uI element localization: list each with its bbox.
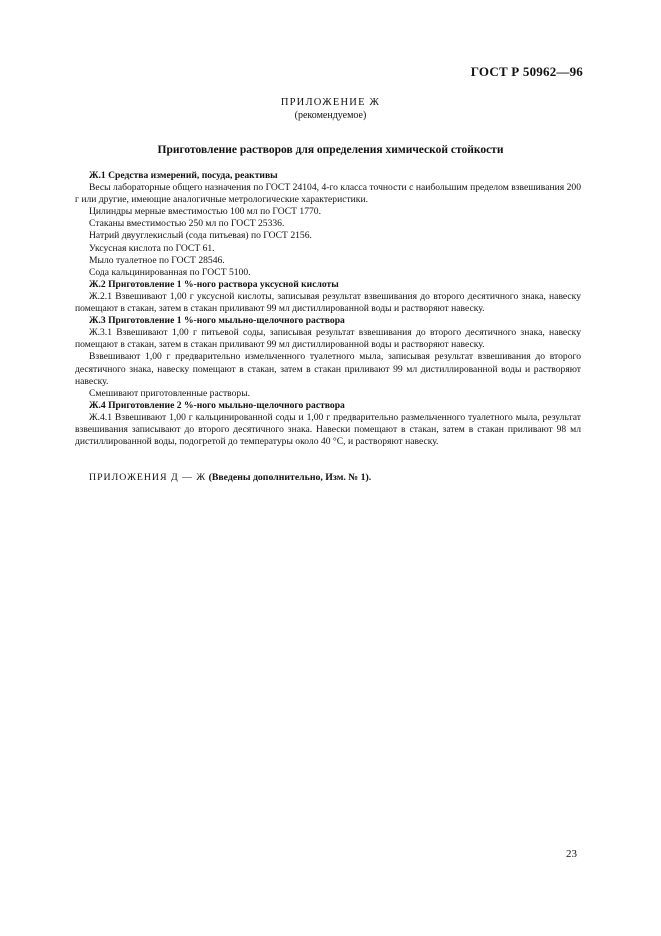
paragraph: Ж.3.1 Взвешивают 1,00 г питьевой соды, записывая результат взвешивания до второго десятичного знака, навеску помещают в стакан, затем в стакан приливают 99 мл дистиллированной воды и растворяют навеску. xyxy=(75,327,581,351)
document-title: Приготовление растворов для определения химической стойкости xyxy=(157,144,504,156)
annex-title: ПРИЛОЖЕНИЕ Ж xyxy=(280,97,381,108)
paragraph: Взвешивают 1,00 г предварительно измельченного туалетного мыла, записывая результат взвешивания до второго десятичного знака, навеску помещают в стакан, затем в стакан приливают 99 мл дистиллированной воды и растворяют навеску. xyxy=(75,351,581,387)
paragraph: Ж.4.1 Взвешивают 1,00 г кальцинированной соды и 1,00 г предварительно размельченного туалетного мыла, результат взвешивания записывают до второго десятичного знака. Навески помещают в стакан, затем в стакан приливают 98 мл дистиллированной воды, подогретой до температуры около 40 °С, и растворяют навеску. xyxy=(75,411,581,448)
amendment-text: (Введены дополнительно, Изм. № 1). xyxy=(208,472,372,483)
paragraph: Цилиндры мерные вместимостью 100 мл по ГОСТ 1770. xyxy=(89,206,321,218)
annex-subtitle: (рекомендуемое) xyxy=(294,110,367,121)
section-heading: Ж.3 Приготовление 1 %-ного мыльно-щелочного раствора xyxy=(89,315,345,327)
paragraph: Уксусная кислота по ГОСТ 61. xyxy=(89,242,215,254)
document-body xyxy=(75,170,581,448)
paragraph: Весы лабораторные общего назначения по ГОСТ 24104, 4-го класса точности с наибольшим пределом взвешивания 200 г или другие, имеющие аналогичные метрологические характеристики. xyxy=(75,182,581,206)
paragraph: Ж.2.1 Взвешивают 1,00 г уксусной кислоты, записывая результат взвешивания до второго десятичного знака, навеску помещают в стакан, затем в стакан приливают 99 мл дистиллированной воды и растворяют навеску. xyxy=(75,290,581,315)
paragraph: Мыло туалетное по ГОСТ 28546. xyxy=(89,254,225,266)
paragraph: Натрий двууглекислый (сода питьевая) по ГОСТ 2156. xyxy=(89,230,312,242)
page-number: 23 xyxy=(566,848,577,860)
paragraph: Смешивают приготовленные растворы. xyxy=(89,387,251,399)
standard-code: ГОСТ Р 50962—96 xyxy=(470,64,583,79)
paragraph: Стаканы вместимостью 250 мл по ГОСТ 25336. xyxy=(89,218,285,230)
paragraph: Сода кальцинированная по ГОСТ 5100. xyxy=(89,266,251,278)
section-heading: Ж.2 Приготовление 1 %-ного раствора уксусной кислоты xyxy=(89,278,339,290)
section-heading: Ж.1 Средства измерений, посуда, реактивы xyxy=(89,170,278,181)
annex-range-label: ПРИЛОЖЕНИЯ Д — Ж xyxy=(89,472,207,483)
section-heading: Ж.4 Приготовление 2 %-ного мыльно-щелочного раствора xyxy=(89,399,345,411)
annex-amendment-note xyxy=(89,472,371,483)
